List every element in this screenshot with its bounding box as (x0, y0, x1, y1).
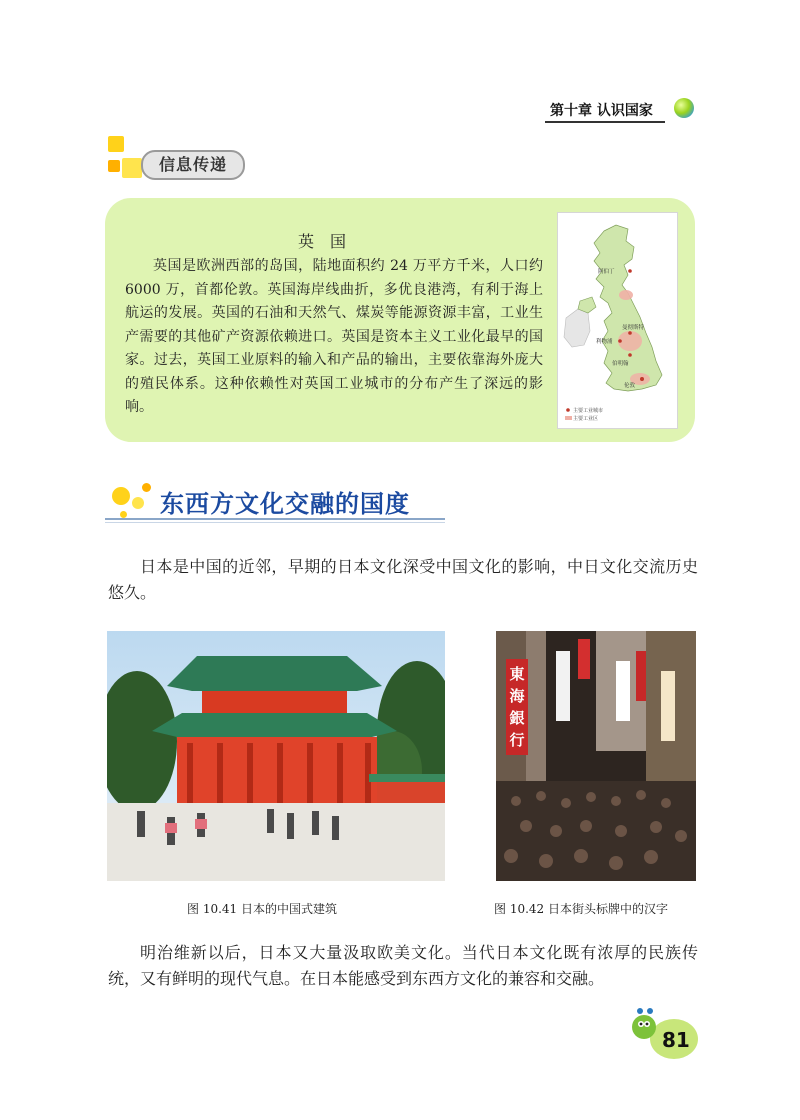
body-paragraph-1: 日本是中国的近邻，早期的日本文化深受中国文化的影响，中日文化交流历史悠久。 (108, 557, 698, 602)
info-badge-label: 信息传递 (141, 150, 245, 180)
section-title: 东西方文化交融的国度 (160, 489, 410, 518)
sign-char-2: 海 (509, 687, 525, 705)
info-box-text: 英国是欧洲西部的岛国，陆地面积约 24 万平方千米，人口约 6000 万，首都伦敦。英国海岸线曲折，多优良港湾，有利于海上航运的发展。英国的石油和天然气、煤炭等能源资源丰富，工业生产需要的其他矿产资源依赖进口。英国是资本主义工业化最早的国家。过去，英国工业原料的输入和产品的输出，主要依靠海外庞大的殖民体系。这种依赖性对英国工业城市的分布产生了深远的影响。 (125, 258, 543, 415)
photo-street-signs (496, 631, 696, 881)
section-underline-thin (105, 522, 445, 523)
photo-chinese-style-building (107, 631, 445, 881)
map-city-liverpool: 利物浦 (596, 339, 613, 345)
chapter-title: 第十章 认识国家 (550, 103, 653, 119)
map-city-manchester: 曼彻斯特 (622, 325, 645, 331)
chapter-ball-icon (674, 98, 694, 118)
info-box-title: 英国 (298, 232, 363, 251)
figure-caption-1: 图 10.41 日本的中国式建筑 (187, 902, 337, 916)
map-city-london: 伦敦 (624, 383, 636, 389)
map-city-birmingham: 伯明翰 (612, 361, 629, 367)
sign-char-1: 東 (509, 665, 525, 683)
chapter-underline (545, 121, 665, 123)
map-legend-cities: 主要工业城市 (573, 408, 604, 414)
sign-char-3: 銀 (509, 709, 525, 727)
figure-caption-2: 图 10.42 日本街头标牌中的汉字 (494, 902, 668, 916)
body-paragraph-2: 明治维新以后，日本又大量汲取欧美文化。当代日本文化既有浓厚的民族传统，又有鲜明的现代气息。在日本能感受到东西方文化的兼容和交融。 (108, 943, 698, 988)
sign-char-4: 行 (509, 731, 525, 749)
uk-map (557, 212, 678, 429)
map-city-aberdeen: 阿伯丁 (598, 269, 615, 275)
map-legend-zones: 主要工业区 (573, 416, 599, 422)
page-number: 81 (662, 1028, 690, 1052)
